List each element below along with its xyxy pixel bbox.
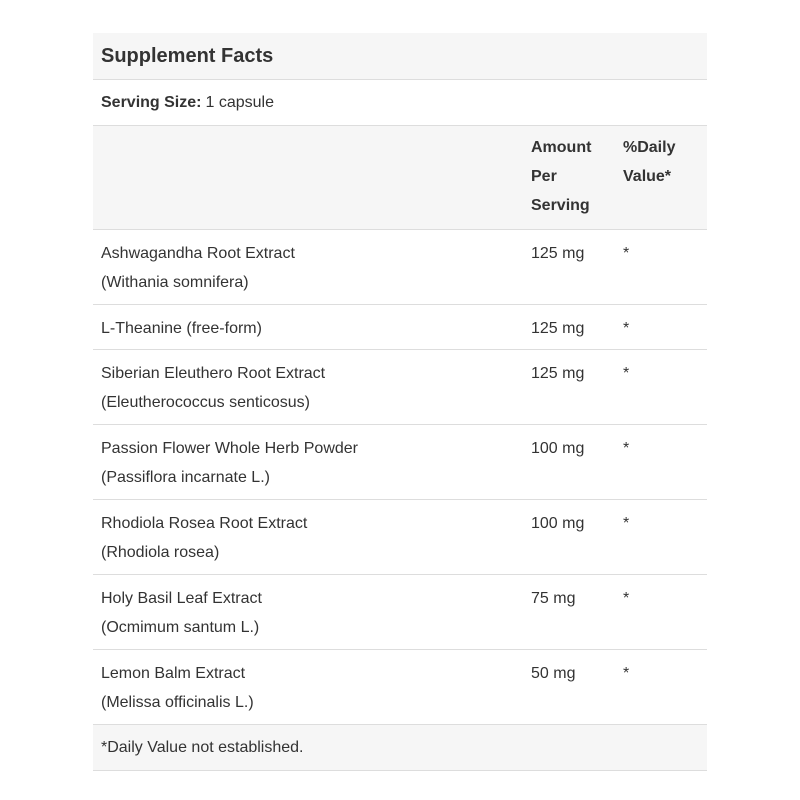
header-daily-value [615,126,707,229]
ingredient-amount: 75 mg [531,590,576,607]
table-row [93,425,707,500]
ingredient-name-cell [93,500,523,574]
ingredient-scientific-name: (Ocmimum santum L.) [101,619,260,636]
ingredient-name-cell [93,230,523,304]
header-amount-line: Serving [531,197,590,214]
ingredient-name: L-Theanine (free-form) [101,320,262,337]
table-row [93,230,707,305]
ingredient-amount: 125 mg [531,365,585,382]
header-name-cell [93,126,523,229]
ingredient-name: Holy Basil Leaf Extract [101,590,262,607]
ingredient-scientific-name: (Withania somnifera) [101,274,249,291]
ingredient-scientific-name: (Eleutherococcus senticosus) [101,394,310,411]
ingredient-name: Ashwagandha Root Extract [101,245,295,262]
panel-title: Supplement Facts [93,33,707,80]
ingredient-daily-value: * [623,365,630,382]
header-amount-line: Per [531,168,557,185]
table-header [93,126,707,230]
ingredient-amount: 50 mg [531,665,576,682]
ingredient-amount: 125 mg [531,320,585,337]
ingredient-daily-value: * [623,320,630,337]
ingredient-name: Rhodiola Rosea Root Extract [101,515,308,532]
table-row [93,500,707,575]
ingredient-scientific-name: (Passiflora incarnate L.) [101,469,270,486]
ingredient-name: Passion Flower Whole Herb Powder [101,440,358,457]
ingredient-daily-value: * [623,440,630,457]
table-row [93,650,707,725]
ingredient-name-cell [93,575,523,649]
daily-value-footnote: *Daily Value not established. [93,725,707,771]
ingredient-daily-value: * [623,665,630,682]
header-dv-line: %Daily [623,139,676,156]
header-amount-line: Amount [531,139,592,156]
table-row [93,350,707,425]
ingredient-name: Siberian Eleuthero Root Extract [101,365,326,382]
ingredient-amount: 125 mg [531,245,585,262]
ingredient-scientific-name: (Melissa officinalis L.) [101,694,254,711]
supplement-facts-panel [93,33,707,771]
serving-size-row [93,80,707,126]
ingredient-daily-value: * [623,590,630,607]
ingredient-amount: 100 mg [531,515,585,532]
ingredient-name-cell [93,350,523,424]
header-amount-per-serving [523,126,615,229]
ingredient-scientific-name: (Rhodiola rosea) [101,544,220,561]
serving-size-value: 1 capsule [205,93,274,111]
header-dv-line: Value* [623,168,672,185]
ingredient-name-cell [93,305,523,349]
table-row [93,575,707,650]
ingredient-amount: 100 mg [531,440,585,457]
ingredient-name-cell [93,425,523,499]
serving-size-label: Serving Size: [101,93,202,111]
table-row [93,305,707,350]
ingredient-daily-value: * [623,515,630,532]
ingredient-name: Lemon Balm Extract [101,665,246,682]
ingredient-daily-value: * [623,245,630,262]
ingredient-name-cell [93,650,523,724]
